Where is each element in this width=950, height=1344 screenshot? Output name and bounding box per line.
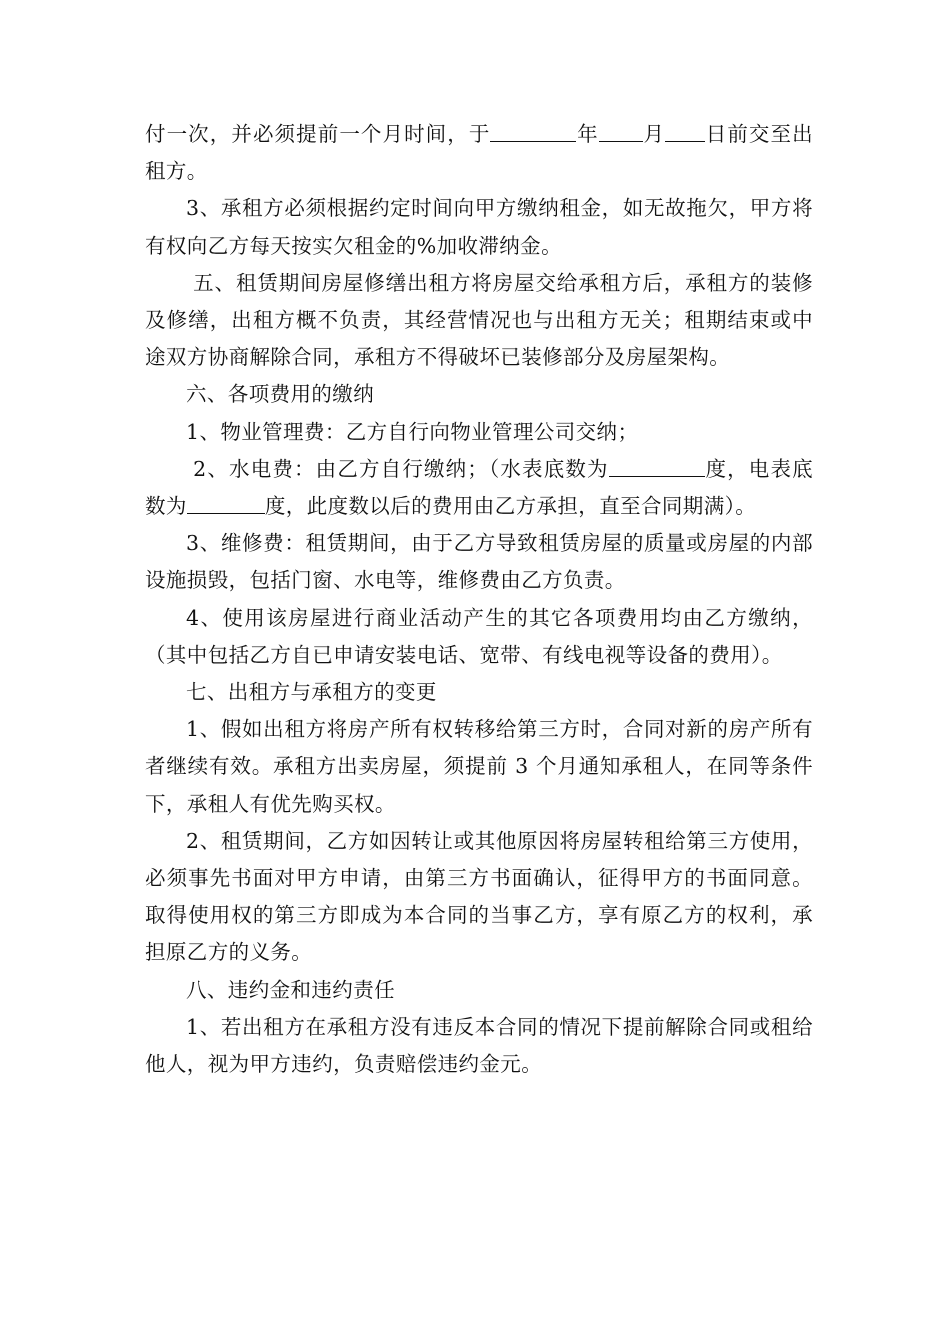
blank-electric-meter: [187, 494, 265, 514]
paragraph-other-fees: 4、使用该房屋进行商业活动产生的其它各项费用均由乙方缴纳，（其中包括乙方自已申请安装电话、宽带、有线电视等设备的费用）。: [145, 605, 813, 667]
paragraph-repair-fee: 3、维修费：租赁期间，由于乙方导致租赁房屋的质量或房屋的内部设施损毁，包括门窗、水电等，维修费由乙方负责。: [145, 531, 813, 593]
section-heading-seven: 七、出租方与承租方的变更: [186, 680, 437, 705]
paragraph-sublease: 2、租赁期间，乙方如因转让或其他原因将房屋转租给第三方使用，必须事先书面对甲方申请，由第三方书面确认，征得甲方的书面同意。取得使用权的第三方即成为本合同的当事乙方，享有原乙方的权利，承担原乙方的义务。: [145, 828, 813, 965]
paragraph-late-fee: 3、承租方必须根据约定时间向甲方缴纳租金，如无故拖欠，甲方将有权向乙方每天按实欠租金的%加收滞纳金。: [145, 196, 813, 258]
paragraph-lessor-breach: 1、若出租方在承租方没有违反本合同的情况下提前解除合同或租给他人，视为甲方违约，负责赔偿违约金元。: [145, 1014, 813, 1077]
text-segment: 年: [576, 122, 599, 146]
text-segment: 2、水电费：由乙方自行缴纳；（水表底数为: [193, 456, 609, 481]
section-heading-six: 六、各项费用的缴纳: [186, 382, 375, 407]
blank-water-meter: [609, 456, 705, 476]
text-segment: 月: [642, 122, 666, 146]
blank-month: [599, 122, 643, 142]
text-segment: 付一次，并必须提前一个月时间，于: [145, 122, 491, 146]
section-heading-five: 五、租赁期间房屋修缮出租方将房屋交给承租方后，承租方的装修及修缮，出租方概不负责，其经营情况也与出租方无关；租期结束或中途双方协商解除合同，承租方不得破坏已装修部分及房屋架构。: [145, 270, 813, 370]
text-segment: 度，此度数以后的费用由乙方承担，直至合同期满）。: [264, 494, 757, 519]
paragraph-ownership-transfer: 1、假如出租方将房产所有权转移给第三方时，合同对新的房产所有者继续有效。承租方出卖房屋，须提前 3 个月通知承租人，在同等条件下，承租人有优先购买权。: [145, 717, 813, 816]
text-segment: 日前交至出租方。: [145, 122, 814, 184]
contract-text: [145, 116, 813, 1083]
blank-year: [490, 122, 576, 142]
paragraph-payment-deadline: [145, 116, 813, 190]
section-heading-eight: 八、违约金和违约责任: [186, 977, 395, 1002]
text-segment: 度，电表底数为: [145, 456, 814, 519]
paragraph-utilities: [145, 451, 813, 525]
blank-day: [665, 122, 705, 142]
paragraph-property-fee: 1、物业管理费：乙方自行向物业管理公司交纳；: [186, 419, 639, 444]
